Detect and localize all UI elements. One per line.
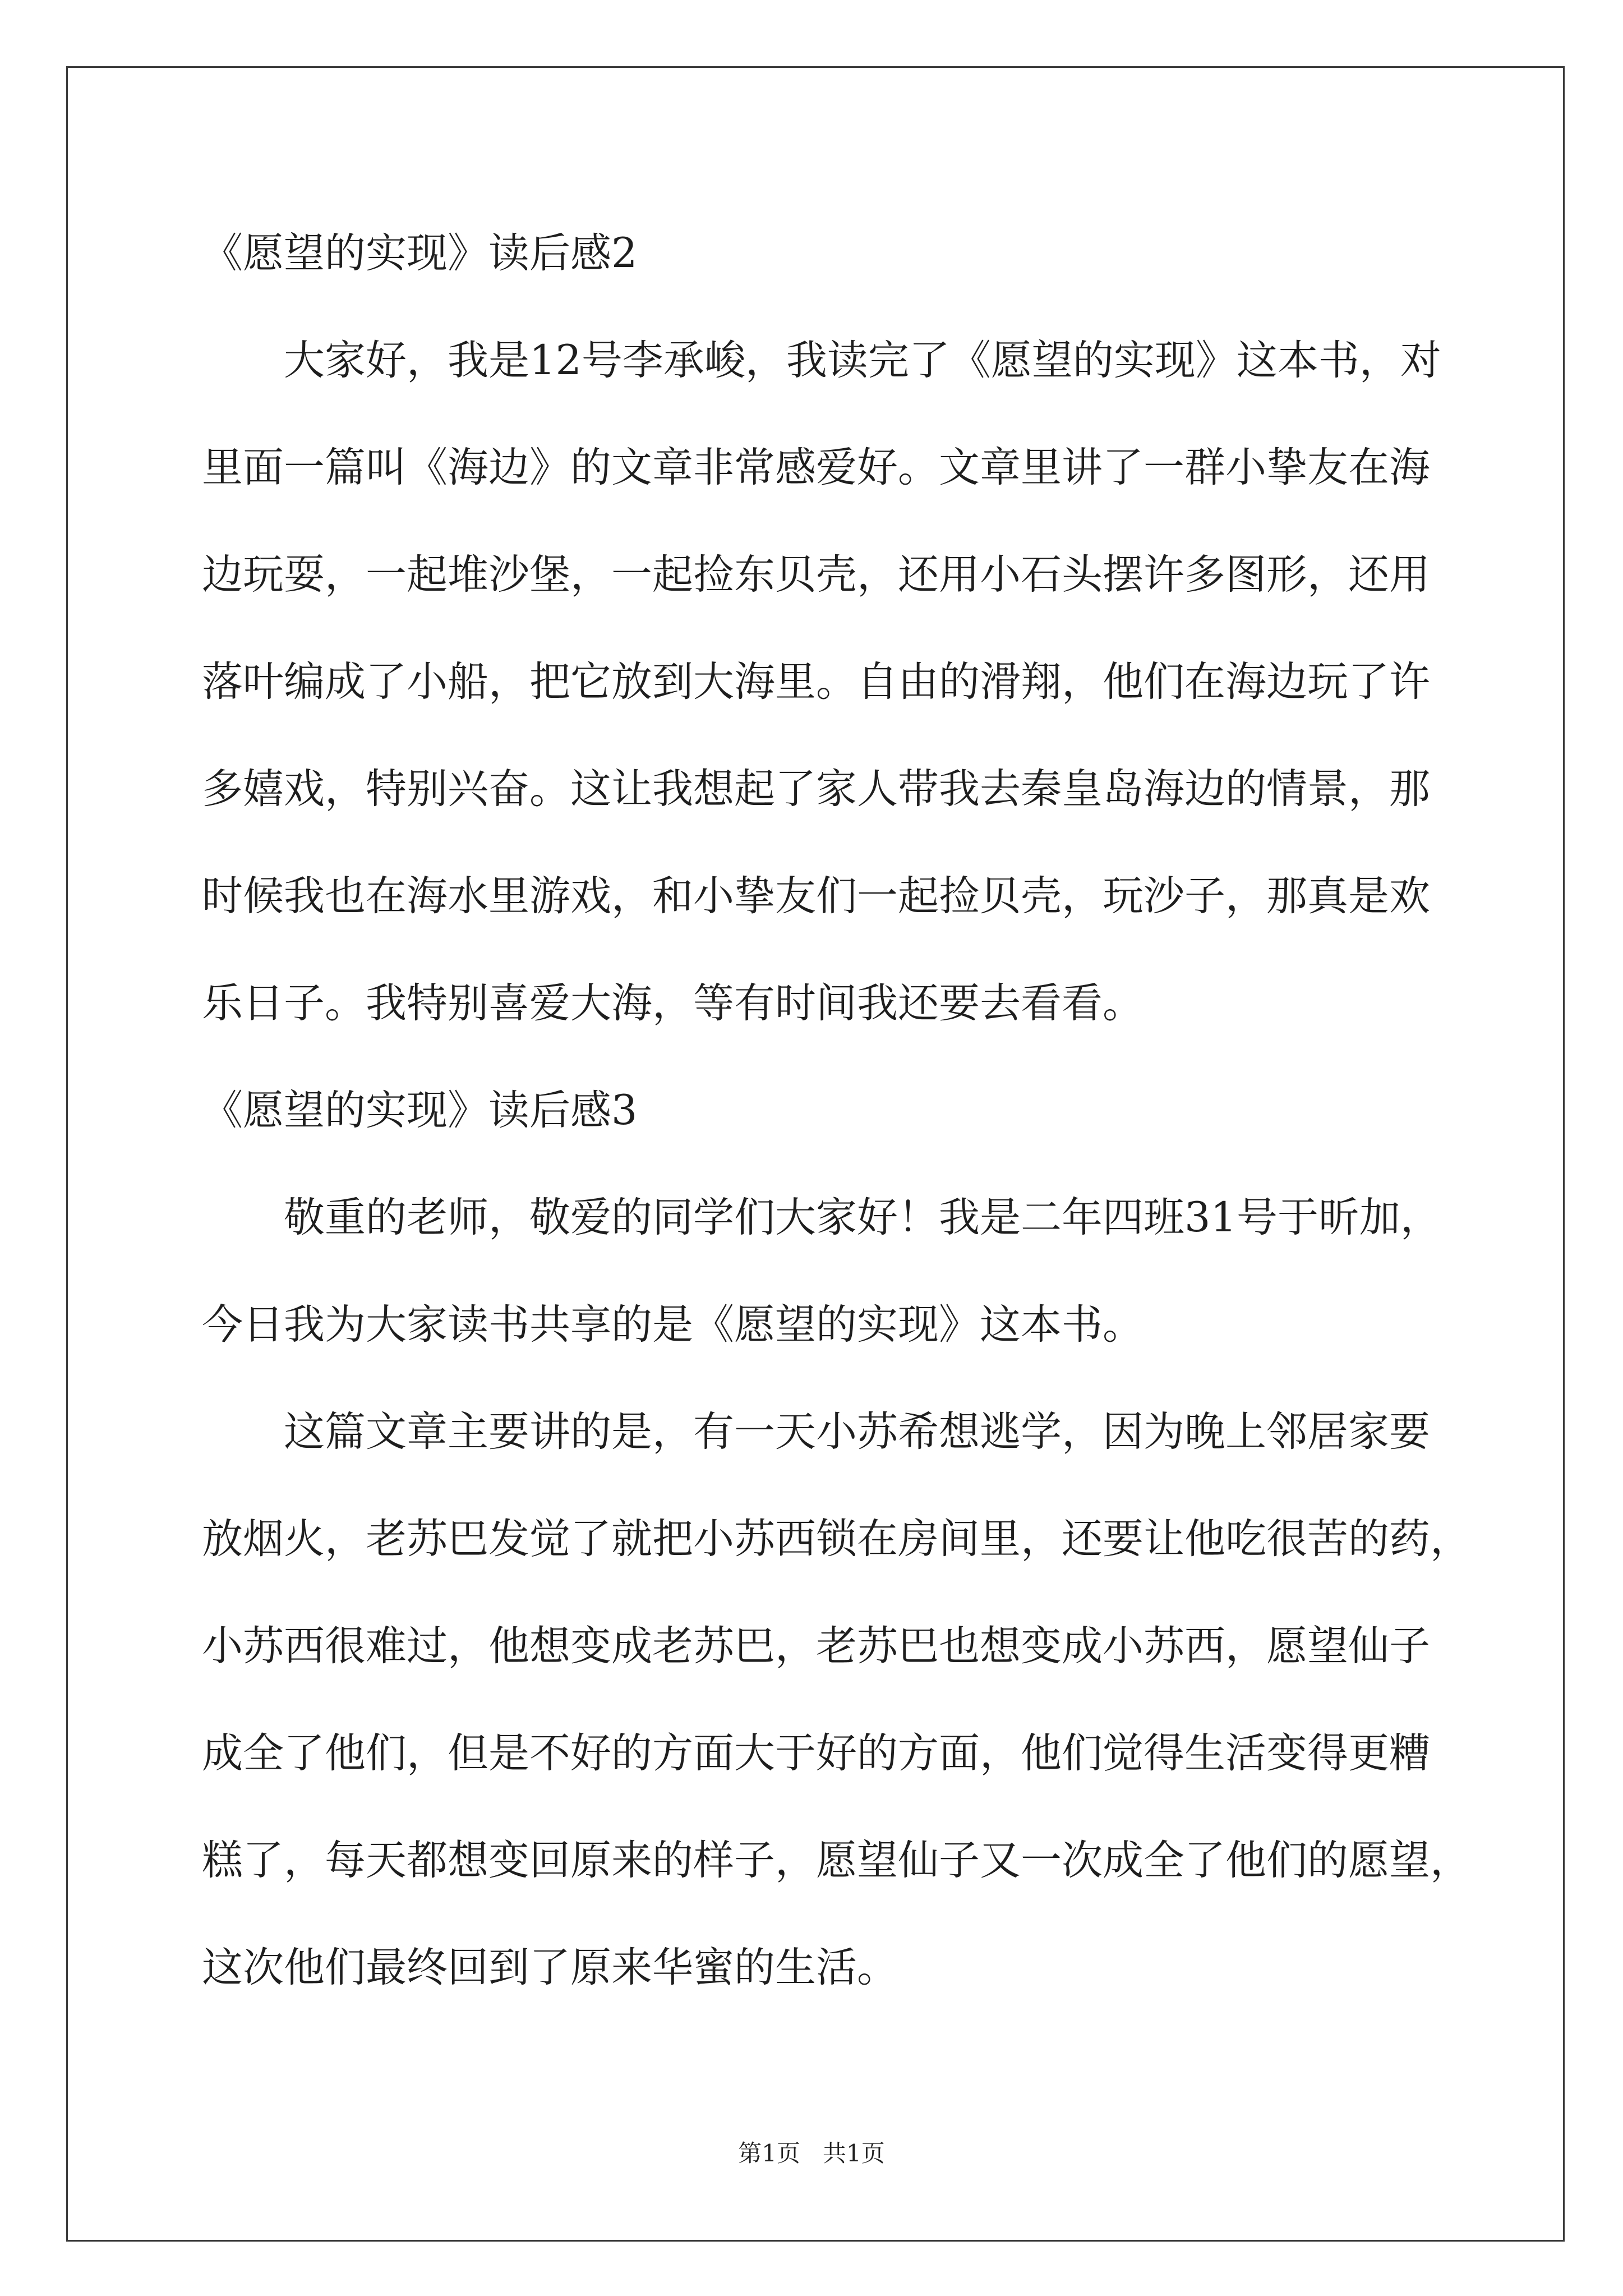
paragraph (202, 1164, 1509, 1378)
paragraph-line: 今日我为大家读书共享的是《愿望的实现》这本书。 (202, 1301, 1144, 1349)
document-body (202, 200, 1509, 2021)
paragraph (202, 1378, 1509, 2021)
paragraph-line: 小苏西很难过，他想变成老苏巴，老苏巴也想变成小苏西，愿望仙子 (202, 1622, 1430, 1670)
paragraph-line: 放烟火，老苏巴发觉了就把小苏西锁在房间里，还要让他吃很苦的药， (202, 1515, 1471, 1563)
paragraph-line: 成全了他们，但是不好的方面大于好的方面，他们觉得生活变得更糟 (202, 1729, 1430, 1777)
paragraph-line: 时候我也在海水里游戏，和小挚友们一起捡贝壳，玩沙子，那真是欢 (202, 872, 1430, 920)
paragraph-line: 落叶编成了小船，把它放到大海里。自由的滑翔，他们在海边玩了许 (202, 658, 1430, 706)
paragraph-line: 里面一篇叫《海边》的文章非常感爱好。文章里讲了一群小挚友在海 (202, 444, 1430, 491)
section-heading: 《愿望的实现》读后感2 (202, 229, 638, 277)
paragraph-line: 这次他们最终回到了原来华蜜的生活。 (202, 1944, 898, 1991)
paragraph (202, 307, 1509, 1057)
paragraph-line: 乐日子。我特别喜爱大海，等有时间我还要去看看。 (202, 979, 1144, 1027)
paragraph-line: 多嬉戏，特别兴奋。这让我想起了家人带我去秦皇岛海边的情景，那 (202, 765, 1430, 813)
paragraph-line: 这篇文章主要讲的是，有一天小苏希想逃学，因为晚上邻居家要 (284, 1408, 1430, 1456)
paragraph-line: 大家好，我是12号李承峻，我读完了《愿望的实现》这本书，对 (284, 337, 1441, 384)
paragraph-line: 边玩耍，一起堆沙堡，一起捡东贝壳，还用小石头摆许多图形，还用 (202, 551, 1430, 599)
paragraph-line: 敬重的老师，敬爱的同学们大家好！我是二年四班31号于昕加， (284, 1194, 1441, 1241)
paragraph-line: 糕了，每天都想变回原来的样子，愿望仙子又一次成全了他们的愿望， (202, 1837, 1471, 1884)
page-footer: 第1页 共1页 (738, 2139, 885, 2167)
section-heading: 《愿望的实现》读后感3 (202, 1087, 638, 1134)
